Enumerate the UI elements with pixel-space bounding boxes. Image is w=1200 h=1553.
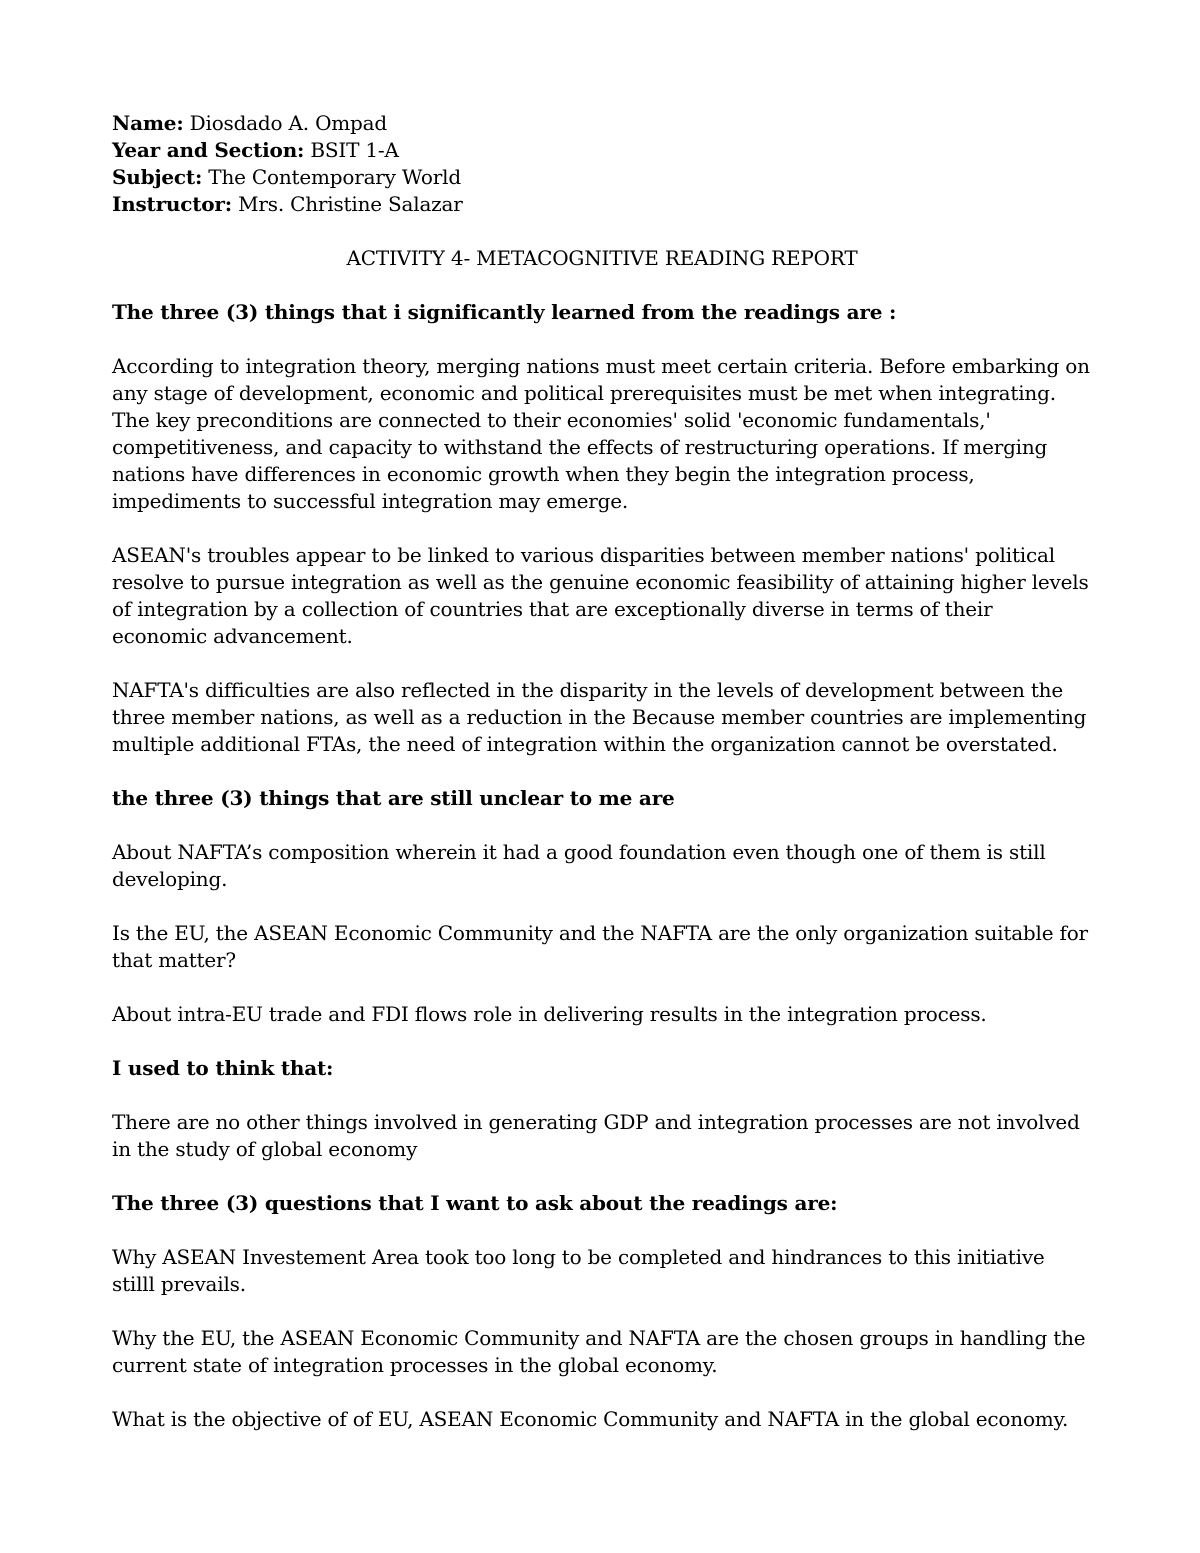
- instructor-value: Mrs. Christine Salazar: [231, 192, 463, 216]
- document-title: ACTIVITY 4- METACOGNITIVE READING REPORT: [346, 246, 858, 270]
- subject-value: The Contemporary World: [202, 165, 461, 189]
- instructor-label: Instructor:: [112, 192, 232, 216]
- section-heading-learned: The three (3) things that i significantly learned from the readings are :: [112, 300, 897, 324]
- paragraph: There are no other things involved in generating GDP and integration processes are not involved in the study of global economy: [112, 1110, 1080, 1161]
- paragraph: About NAFTA’s composition wherein it had a good foundation even though one of them is still developing.: [112, 840, 1046, 891]
- document-page: [112, 110, 1092, 1433]
- section-heading-unclear: the three (3) things that are still unclear to me are: [112, 786, 675, 810]
- section-heading-used-to-think: I used to think that:: [112, 1056, 334, 1080]
- name-label: Name:: [112, 111, 184, 135]
- section-heading-questions: The three (3) questions that I want to ask about the readings are:: [112, 1191, 838, 1215]
- year-section-label: Year and Section:: [112, 138, 305, 162]
- instructor-line: [112, 191, 1092, 218]
- paragraph: NAFTA's difficulties are also reflected in the disparity in the levels of development between the three member nations, as well as a reduction in the Because member countries are implementing multiple additional FTAs, the need of integration within the organization cannot be overstated.: [112, 678, 1087, 756]
- paragraph: According to integration theory, merging nations must meet certain criteria. Before embarking on any stage of development, economic and political prerequisites must be met when integrating. The key preconditions are connected to their economies' solid 'economic fundamentals,' competitiveness, and capacity to withstand the effects of restructuring operations. If merging nations have differences in economic growth when they begin the integration process, impediments to successful integration may emerge.: [112, 354, 1090, 513]
- subject-line: [112, 164, 1092, 191]
- name-value: Diosdado A. Ompad: [183, 111, 387, 135]
- paragraph: Why ASEAN Investement Area took too long to be completed and hindrances to this initiative stilll prevails.: [112, 1245, 1045, 1296]
- paragraph: Is the EU, the ASEAN Economic Community and the NAFTA are the only organization suitable for that matter?: [112, 921, 1088, 972]
- subject-label: Subject:: [112, 165, 203, 189]
- year-section-value: BSIT 1-A: [304, 138, 399, 162]
- paragraph: ASEAN's troubles appear to be linked to various disparities between member nations' political resolve to pursue integration as well as the genuine economic feasibility of attaining higher levels of integration by a collection of countries that are exceptionally diverse in terms of their economic advancement.: [112, 543, 1089, 648]
- paragraph: What is the objective of of EU, ASEAN Economic Community and NAFTA in the global economy.: [112, 1407, 1069, 1431]
- paragraph: About intra-EU trade and FDI flows role in delivering results in the integration process.: [112, 1002, 987, 1026]
- year-section-line: [112, 137, 1092, 164]
- name-line: [112, 110, 1092, 137]
- paragraph: Why the EU, the ASEAN Economic Community and NAFTA are the chosen groups in handling the current state of integration processes in the global economy.: [112, 1326, 1086, 1377]
